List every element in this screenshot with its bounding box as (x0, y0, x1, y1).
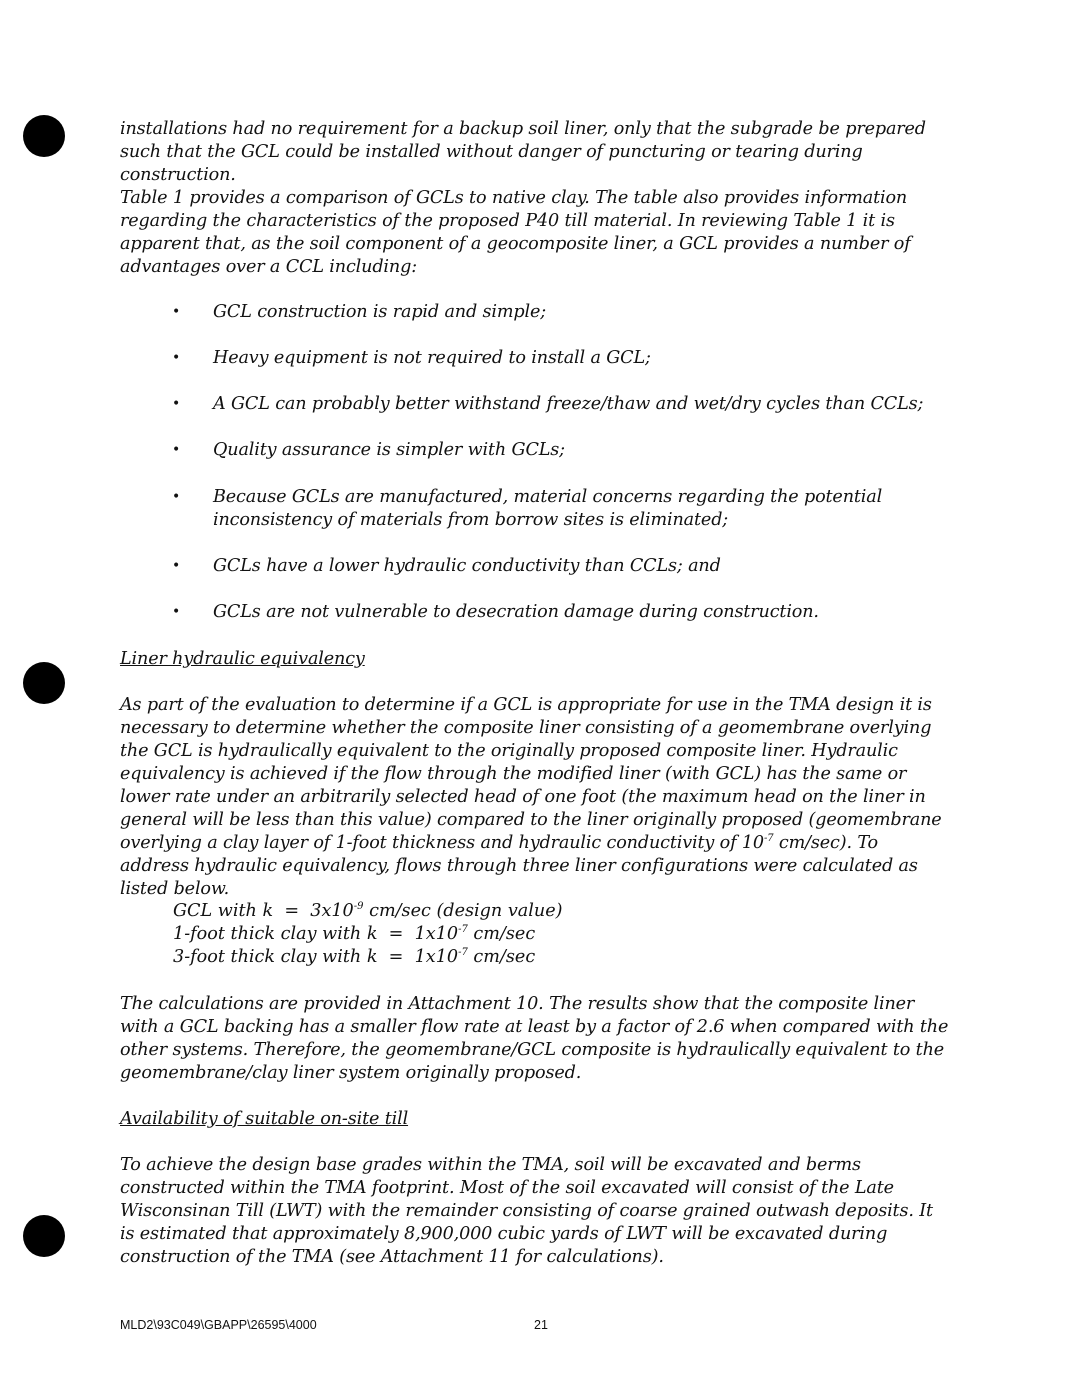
paragraph: installations had no requirement for a backup soil liner, only that the subgrade be prepared such that the GCL could be installed without danger of puncturing or tearing during construction. (120, 119, 926, 185)
equation (173, 900, 563, 923)
paragraph: Table 1 provides a comparison of GCLs to native clay. The table also provides information regarding the characteristics of the proposed P40 till material. In reviewing Table 1 it is apparent that, as the soil component of a geocomposite liner, a GCL provides a number of advantages over a CCL including: (120, 188, 911, 277)
equation-text: 1-foot thick clay with k = 1x10 (173, 924, 459, 944)
equation (173, 923, 563, 946)
section-heading: Availability of suitable on-site till (120, 1109, 409, 1129)
equation-text: cm/sec (design value) (363, 901, 563, 921)
equation-text: 3-foot thick clay with k = 1x10 (173, 947, 459, 967)
equation-list (173, 900, 563, 969)
paragraph: To achieve the design base grades within the TMA, soil will be excavated and berms constructed within the TMA footprint. Most of the soil excavated will consist of the Late Wisconsinan Till (LWT) with the remainder consisting of coarse grained outwash deposits. It is estimated that approximately 8,900,000 cubic yards of LWT will be excavated during construction of the TMA (see Attachment 11 for calculations). (120, 1155, 933, 1267)
list-item: • GCLs have a lower hydraulic conductivity than CCLs; and (120, 555, 721, 578)
list-item: • A GCL can probably better withstand freeze/thaw and wet/dry cycles than CCLs; (120, 393, 923, 416)
paragraph-text: As part of the evaluation to determine if a GCL is appropriate for use in the TMA design it is necessary to determine whether the composite liner consisting of a geomembrane overlying the GCL is hydraulically equivalent to the originally proposed composite liner. Hydraulic equivalency is achieved if the flow through the modified liner (with GCL) has the same or lower rate under an arbitrarily selected head of one foot (the maximum head on the liner in general will be less than this value) compared to the liner originally proposed (geomembrane overlying a clay layer of 1-foot thickness and hydraulic conductivity of 10 (120, 695, 942, 853)
list-item: • Because GCLs are manufactured, material concerns regarding the potential inconsistency of materials from borrow sites is eliminated; (120, 486, 950, 532)
exponent: -7 (458, 947, 468, 959)
list-item: • GCL construction is rapid and simple; (120, 301, 546, 324)
exponent: -7 (763, 833, 774, 845)
list-item: • GCLs are not vulnerable to desecration damage during construction. (120, 601, 819, 624)
paragraph-text: cm/sec). To address hydraulic equivalency, flows through three liner configurations were calculated as listed below. (120, 833, 918, 899)
equation (173, 946, 563, 969)
exponent: -9 (353, 901, 364, 913)
equation-text: cm/sec (467, 947, 536, 967)
list-item: • Quality assurance is simpler with GCLs; (120, 439, 565, 462)
page-number: 21 (534, 1318, 548, 1332)
equation-text: GCL with k = 3x10 (173, 901, 354, 921)
section-heading: Liner hydraulic equivalency (120, 649, 365, 669)
paragraph: The calculations are provided in Attachment 10. The results show that the composite liner with a GCL backing has a smaller flow rate at least by a factor of 2.6 when compared with the other systems. Therefore, the geomembrane/GCL composite is hydraulically equivalent to the geomembrane/clay liner system originally proposed. (120, 994, 949, 1083)
binder-hole (23, 662, 65, 704)
footer-document-code: MLD2\93C049\GBAPP\26595\4000 (120, 1318, 317, 1332)
binder-hole (23, 115, 65, 157)
exponent: -7 (458, 924, 468, 936)
list-item: • Heavy equipment is not required to install a GCL; (120, 347, 651, 370)
paragraph (120, 694, 950, 901)
binder-hole (23, 1215, 65, 1257)
equation-text: cm/sec (467, 924, 536, 944)
